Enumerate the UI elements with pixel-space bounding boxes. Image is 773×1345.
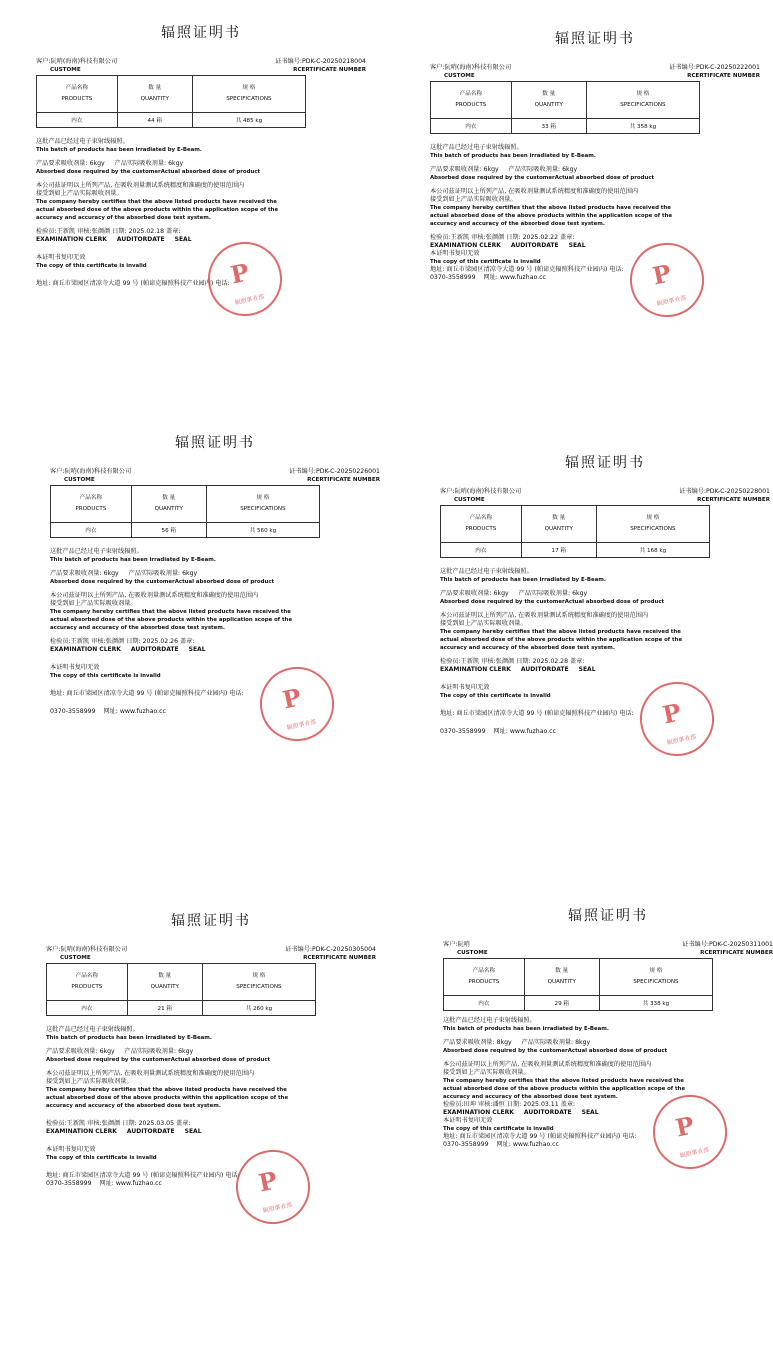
certificate-6: 辐照证明书 客户:阮哨 证书编号:PDK-C-20250311001 CUSTOME RCERTIFICATE NUMBER 产品名称 PRODUCTS 数 量 QUANTITY 规 格 SPECIFICATIONS 内衣 29 箱 共 338 kg 这批产品已经过电子束射线辐照。 This batch of products has been irradiated by E-Beam. 产品要求吸收剂量: 8kgy 产品实际吸收剂量: 8kgy Absorbed dose required by the customerActual absorbed dose of product 本公司兹证明以上所列产品, 在吸收剂量测试系统精度和准确度的使用范围内 接受到如上产品实际吸收剂量。 The company hereby certifies that the above listed products have received the actual absorbed dose of the above products within the application scope of the accuracy and accuracy of the absorbed dose test system. 检验员:田坤 审核:潘恒 日期: 2025.03.11 盖章: EXAMINATION CLERK AUDITORDATE SEAL 本证明书复印无效 The copy of this certificate is invalid 地址: 商丘市梁园区清凉寺大道 99 号 (帕谛克辐照科技产业园内) 电话: 0370-3558999 网址: www.fuzhao.cc P 辐照事业部 [443, 905, 773, 1149]
product-table: 产品名称 PRODUCTS 数 量 QUANTITY 规 格 SPECIFICATIONS 内衣 44 箱 共 485 kg [36, 75, 306, 128]
certificate-2: 辐照证明书 客户:阮哨(海南)科技有限公司 证书编号:PDK-C-20250222001 CUSTOME RCERTIFICATE NUMBER 产品名称 PRODUCTS 数 量 QUANTITY 规 格 SPECIFICATIONS 内衣 33 箱 共 358 kg 这批产品已经过电子束射线辐照。 This batch of products has been irradiated by E-Beam. 产品要求吸收剂量: 6kgy 产品实际吸收剂量: 6kgy Absorbed dose required by the customerActual absorbed dose of product 本公司兹证明以上所列产品, 在吸收剂量测试系统精度和准确度的使用范围内 接受到如上产品实际吸收剂量。 The company hereby certifies that the above listed products have received the actual absorbed dose of the above products within the application scope of the accuracy and accuracy of the absorbed dose test system. 检验员:王新凯 审核:张颜颜 日期: 2025.02.22 盖章: EXAMINATION CLERK AUDITORDATE SEAL 本证明书复印无效 The copy of this certificate is invalid 地址: 商丘市梁园区清凉寺大道 99 号 (帕谛克辐照科技产业园内) 电话: 0370-3558999 网址: www.fuzhao.cc P 辐照事业部 [430, 28, 760, 282]
cert-number: PDK-C-20250218004 [302, 58, 366, 65]
certificate-3: 辐照证明书 客户:阮哨(海南)科技有限公司 证书编号:PDK-C-20250226001 CUSTOME RCERTIFICATE NUMBER 产品名称 PRODUCTS 数 量 QUANTITY 规 格 SPECIFICATIONS 内衣 56 箱 共 560 kg 这批产品已经过电子束射线辐照。 This batch of products has been irradiated by E-Beam. 产品要求吸收剂量: 6kgy 产品实际吸收剂量: 6kgy Absorbed dose required by the customerActual absorbed dose of product 本公司兹证明以上所列产品, 在吸收剂量测试系统精度和准确度的使用范围内 接受到如上产品实际吸收剂量。 The company hereby certifies that the above listed products have received the actual absorbed dose of the above products within the application scope of the accuracy and accuracy of the absorbed dose test system. 检验员:王新凯 审核:张颜颜 日期: 2025.02.26 盖章: EXAMINATION CLERK AUDITORDATE SEAL 本证明书复印无效 The copy of this certificate is invalid 地址: 商丘市梁园区清凉寺大道 99 号 (帕谛克辐照科技产业园内) 电话: 0370-3558999 网址: www.fuzhao.cc P 辐照事业部 [50, 432, 380, 716]
certificate-1: 辐照证明书 客户:阮哨(海南)科技有限公司 证书编号:PDK-C-20250218004 CUSTOME RCERTIFICATE NUMBER 产品名称 PRODUCTS 数 量 QUANTITY 规 格 SPECIFICATIONS 内衣 44 箱 共 485 kg 这批产品已经过电子束射线辐照。 This batch of products has been irradiated by E-Beam. 产品要求吸收剂量: 6kgy 产品实际吸收剂量: 6kgy Absorbed dose required by the customerActual absorbed dose of product 本公司兹证明以上所列产品, 在吸收剂量测试系统精度和准确度的使用范围内 接受到如上产品实际吸收剂量。 The company hereby certifies that the above listed products have received the actual absorbed dose of the above products within the application scope of the accuracy and accuracy of the absorbed dose test system. 检验员:王新凯 审核:张颜颜 日期: 2025.02.18 盖章: EXAMINATION CLERK AUDITORDATE SEAL 本证明书复印无效 The copy of this certificate is invalid 地址: 商丘市梁园区清凉寺大道 99 号 (帕谛克辐照科技产业园内) 电话: P 辐照事业部 [36, 22, 366, 288]
cert-title: 辐照证明书 [161, 25, 241, 41]
customer: 客户:阮哨(海南)科技有限公司 [36, 58, 118, 65]
seal-stamp: P 辐照事业部 [201, 235, 289, 323]
certificate-4: 辐照证明书 客户:阮哨(海南)科技有限公司 证书编号:PDK-C-20250228001 CUSTOME RCERTIFICATE NUMBER 产品名称 PRODUCTS 数 量 QUANTITY 规 格 SPECIFICATIONS 内衣 17 箱 共 168 kg 这批产品已经过电子束射线辐照。 This batch of products has been irradiated by E-Beam. 产品要求吸收剂量: 6kgy 产品实际吸收剂量: 6kgy Absorbed dose required by the customerActual absorbed dose of product 本公司兹证明以上所列产品, 在吸收剂量测试系统精度和准确度的使用范围内 接受到如上产品实际吸收剂量。 The company hereby certifies that the above listed products have received the actual absorbed dose of the above products within the application scope of the accuracy and accuracy of the absorbed dose test system. 检验员:王新凯 审核:张颜颜 日期: 2025.02.28 盖章: EXAMINATION CLERK AUDITORDATE SEAL 本证明书复印无效 The copy of this certificate is invalid 地址: 商丘市梁园区清凉寺大道 99 号 (帕谛克辐照科技产业园内) 电话: 0370-3558999 网址: www.fuzhao.cc P 辐照事业部 [440, 452, 770, 736]
certificate-5: 辐照证明书 客户:阮哨(海南)科技有限公司 证书编号:PDK-C-20250305004 CUSTOME RCERTIFICATE NUMBER 产品名称 PRODUCTS 数 量 QUANTITY 规 格 SPECIFICATIONS 内衣 21 箱 共 260 kg 这批产品已经过电子束射线辐照。 This batch of products has been irradiated by E-Beam. 产品要求吸收剂量: 6kgy 产品实际吸收剂量: 6kgy Absorbed dose required by the customerActual absorbed dose of product 本公司兹证明以上所列产品, 在吸收剂量测试系统精度和准确度的使用范围内 接受到如上产品实际吸收剂量。 The company hereby certifies that the above listed products have received the actual absorbed dose of the above products within the application scope of the accuracy and accuracy of the absorbed dose test system. 检验员:王新凯 审核:张颜颜 日期: 2025.03.05 盖章: EXAMINATION CLERK AUDITORDATE SEAL 本证明书复印无效 The copy of this certificate is invalid 地址: 商丘市梁园区清凉寺大道 99 号 (帕谛克辐照科技产业园内) 电话: 0370-3558999 网址: www.fuzhao.cc P 辐照事业部 [46, 910, 376, 1188]
